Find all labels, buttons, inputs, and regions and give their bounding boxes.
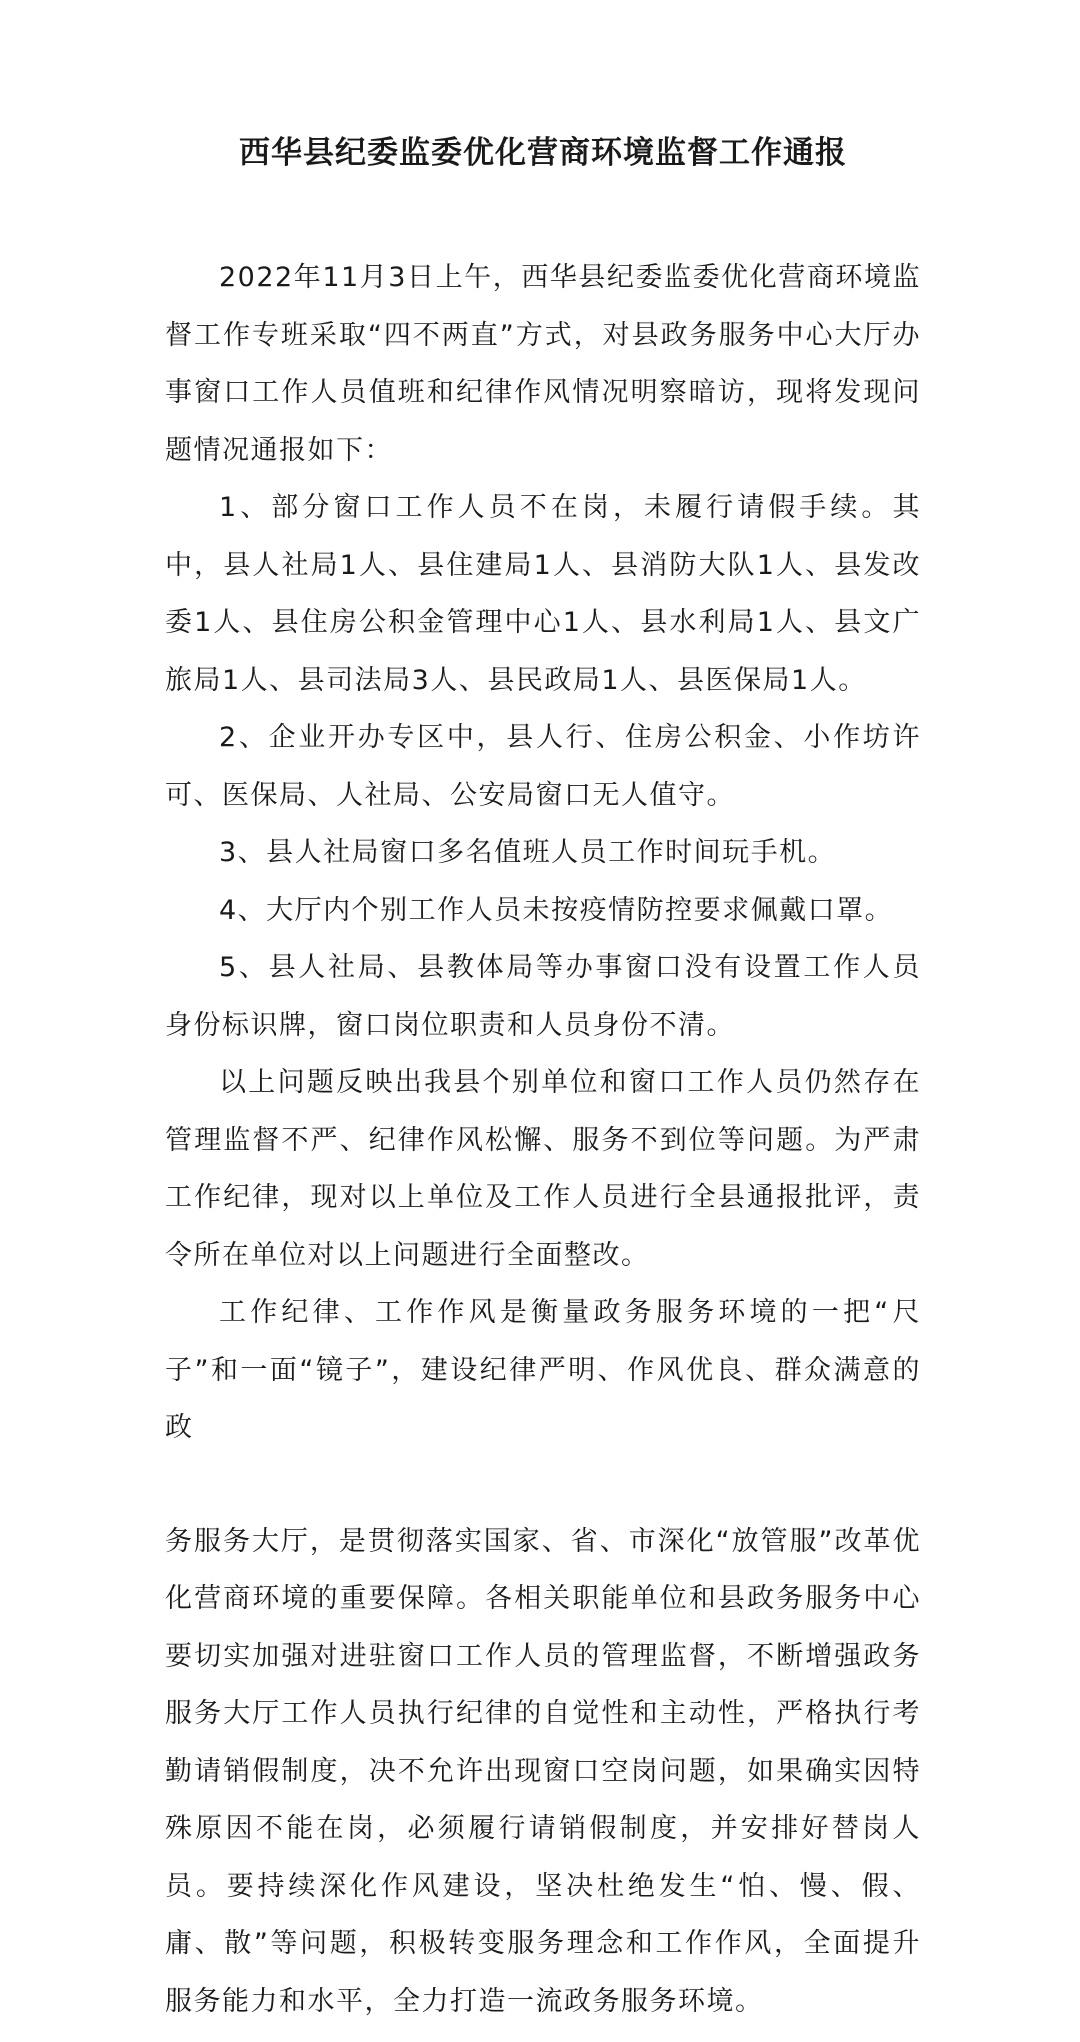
document-title: 西华县纪委监委优化营商环境监督工作通报	[239, 135, 847, 171]
paragraph-conclusion-start: 工作纪律、工作作风是衡量政务服务环境的一把“尺子”和一面“镜子”，建设纪律严明、作风优良、群众满意的政	[165, 1297, 921, 1443]
paragraph-item-4: 4、大厅内个别工作人员未按疫情防控要求佩戴口罩。	[219, 894, 894, 926]
paragraph-item-2: 2、企业开办专区中，县人行、住房公积金、小作坊许可、医保局、人社局、公安局窗口无人值守。	[165, 722, 921, 811]
paragraph-conclusion-continued: 务服务大厅，是贯彻落实国家、省、市深化“放管服”改革优化营商环境的重要保障。各相关职能单位和县政务服务中心要切实加强对进驻窗口工作人员的管理监督，不断增强政务服务大厅工作人员执行纪律的自觉性和主动性，严格执行考勤请销假制度，决不允许出现窗口空岗问题，如果确实因特殊原因不能在岗，必须履行请销假制度，并安排好替岗人员。要持续深化作风建设，坚决杜绝发生“怕、慢、假、庸、散”等问题，积极转变服务理念和工作作风，全面提升服务能力和水平，全力打造一流政务服务环境。	[165, 1525, 921, 2017]
page-break-gap	[165, 1457, 1080, 1513]
paragraph-item-5: 5、县人社局、县教体局等办事窗口没有设置工作人员身份标识牌，窗口岗位职责和人员身份不清。	[165, 952, 921, 1041]
paragraph-summary: 以上问题反映出我县个别单位和窗口工作人员仍然存在管理监督不严、纪律作风松懈、服务不到位等问题。为严肃工作纪律，现对以上单位及工作人员进行全县通报批评，责令所在单位对以上问题进行全面整改。	[165, 1067, 921, 1271]
paragraph-intro: 2022年11月3日上午，西华县纪委监委优化营商环境监督工作专班采取“四不两直”方式，对县政务服务中心大厅办事窗口工作人员值班和纪律作风情况明察暗访，现将发现问题情况通报如下：	[165, 262, 921, 466]
paragraph-item-3: 3、县人社局窗口多名值班人员工作时间玩手机。	[219, 837, 837, 868]
paragraph-item-1: 1、部分窗口工作人员不在岗，未履行请假手续。其中，县人社局1人、县住建局1人、县消防大队1人、县发改委1人、县住房公积金管理中心1人、县水利局1人、县文广旅局1人、县司法局3人、县民政局1人、县医保局1人。	[165, 492, 921, 696]
